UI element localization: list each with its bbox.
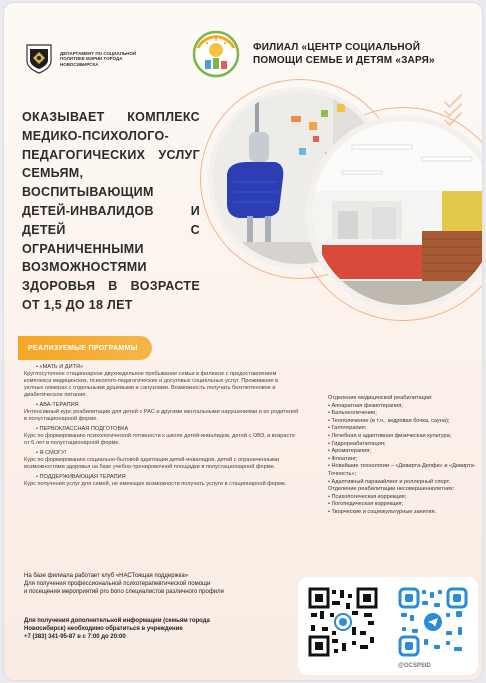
- medical-line: • Галотерапия;: [328, 425, 367, 432]
- program-description: Курс получения услуг для семей, не имеющих возможности получать услуги в стационарной форме.: [24, 481, 287, 487]
- program-title: • Я СМОГУ!: [24, 450, 299, 457]
- list-item: [24, 426, 299, 447]
- program-description: Курс по формированию психологической готовности к школе детей-инвалидов, детей с ОВЗ, в возрасте от 6 лет в полустационарной форме.: [24, 433, 295, 446]
- programs-badge: РЕАЛИЗУЕМЫЕ ПРОГРАММЫ: [18, 336, 152, 360]
- qr-code-website-icon[interactable]: [308, 587, 378, 657]
- medical-line: Отделение медицинской реабилитации:: [328, 395, 433, 401]
- medical-line: • Ароматерапия;: [328, 448, 371, 455]
- program-description: Интенсивный курс реабилитации для детей с РАС и другими ментальными нарушениями и их родителей в полустационарной форме.: [24, 409, 299, 422]
- medical-services-list: [328, 395, 476, 517]
- department-header: [24, 43, 140, 75]
- medical-line: • Бальнеолечение;: [328, 410, 377, 417]
- program-title: • «МАТЬ И ДИТЯ»: [24, 364, 299, 371]
- program-title: • ПОДДЕРЖИВАЮЩАЯ ТЕРАПИЯ: [24, 474, 299, 481]
- list-item: [24, 364, 299, 399]
- department-name: ДЕПАРТАМЕНТ ПО СОЦИАЛЬНОЙ ПОЛИТИКЕ МЭРИИ ГОРОДА НОВОСИБИРСКА: [60, 50, 137, 67]
- medical-line: • Психологическая коррекция;: [328, 493, 407, 500]
- program-description: Курс по формированию социально-бытовой адаптации детей-инвалидов, детей с ограниченными возможностями здоровья на базе учебно-тренировочной площадки в полустационарной форме.: [24, 457, 279, 470]
- medical-line: • Адаптивный паракайлинг и роллерный спорт.: [328, 478, 451, 485]
- program-title: • АВА-ТЕРАПИЯ: [24, 402, 299, 409]
- branch-title: ФИЛИАЛ «ЦЕНТР СОЦИАЛЬНОЙ ПОМОЩИ СЕМЬЕ И ДЕТЯМ «ЗАРЯ»: [253, 42, 435, 66]
- contact-line: Для получения дополнительной информации (семьям города: [24, 618, 210, 624]
- list-item: [24, 450, 299, 471]
- medical-line: • Лечебная и адаптивная физическая культура;: [328, 432, 452, 439]
- club-line: Для получения профессиональной психотерапевтической помощи: [24, 581, 211, 587]
- club-line: и посещения мероприятий pro bono специалистов различного профиля: [24, 589, 224, 595]
- programs-list: [24, 364, 299, 491]
- contact-line: Новосибирск) необходимо обратиться в учреждение: [24, 626, 183, 632]
- contact-info: [24, 617, 274, 641]
- phone-number[interactable]: +7 (383) 341-95-87 в с 7:00 до 20:00: [24, 634, 126, 640]
- medical-line: • Гидрореабилитация;: [328, 440, 386, 447]
- medical-line: • Аппаратная физиотерапия;: [328, 402, 403, 409]
- medical-line: • Флоатинг;: [328, 455, 358, 462]
- social-handle[interactable]: @GCSPSID: [398, 663, 431, 669]
- program-title: • ПЕРВОКЛАССНАЯ ПОДГОТОВКА: [24, 426, 299, 433]
- qr-code-telegram-icon[interactable]: [398, 587, 468, 657]
- medical-line: • Творческие и социокультурные занятия.: [328, 508, 437, 515]
- list-item: [24, 402, 299, 423]
- coat-of-arms-icon: [24, 43, 54, 75]
- qr-panel: [298, 577, 478, 675]
- program-description: Круглосуточное стационарное двухнедельное пребывание семьи в филиале с предоставлением комплекса медицинских, психолого-педагогических и досуговых социальных услуг. Проживание в уютных номерах с отдельными душевыми и санузлами. Возможность получать безглютеновое и диабетическое питание.: [24, 371, 279, 398]
- headline: ОКАЗЫВАЕТ КОМПЛЕКС МЕДИКО-ПСИХОЛОГО-ПЕДАГОГИЧЕСКИХ УСЛУГ СЕМЬЯМ, ВОСПИТЫВАЮЩИМ ДЕТЕЙ-ИНВАЛИДОВ И ДЕТЕЙ С ОГРАНИЧЕННЫМИ ВОЗМОЖНОСТЯМИ ЗДОРОВЬЯ В ВОЗРАСТЕ ОТ 1,5 ДО 18 ЛЕТ: [22, 110, 200, 312]
- poster: [4, 3, 482, 680]
- medical-line: Отделение реабилитации несовершеннолетних:: [328, 486, 455, 493]
- club-info: [24, 572, 309, 596]
- medical-line: • Теплолечение (в т.ч., кедровая бочка, сауна);: [328, 417, 450, 424]
- zarya-logo-icon: [192, 30, 240, 78]
- list-item: [24, 474, 299, 488]
- medical-line: • Логопедическая коррекция;: [328, 501, 404, 508]
- club-line: На базе филиала работает клуб «НАСТоящая поддержка»: [24, 573, 189, 579]
- medical-line: • Новейшие технологии – «Девирта-Делфи» и «Девирта-Точность»;: [328, 463, 476, 477]
